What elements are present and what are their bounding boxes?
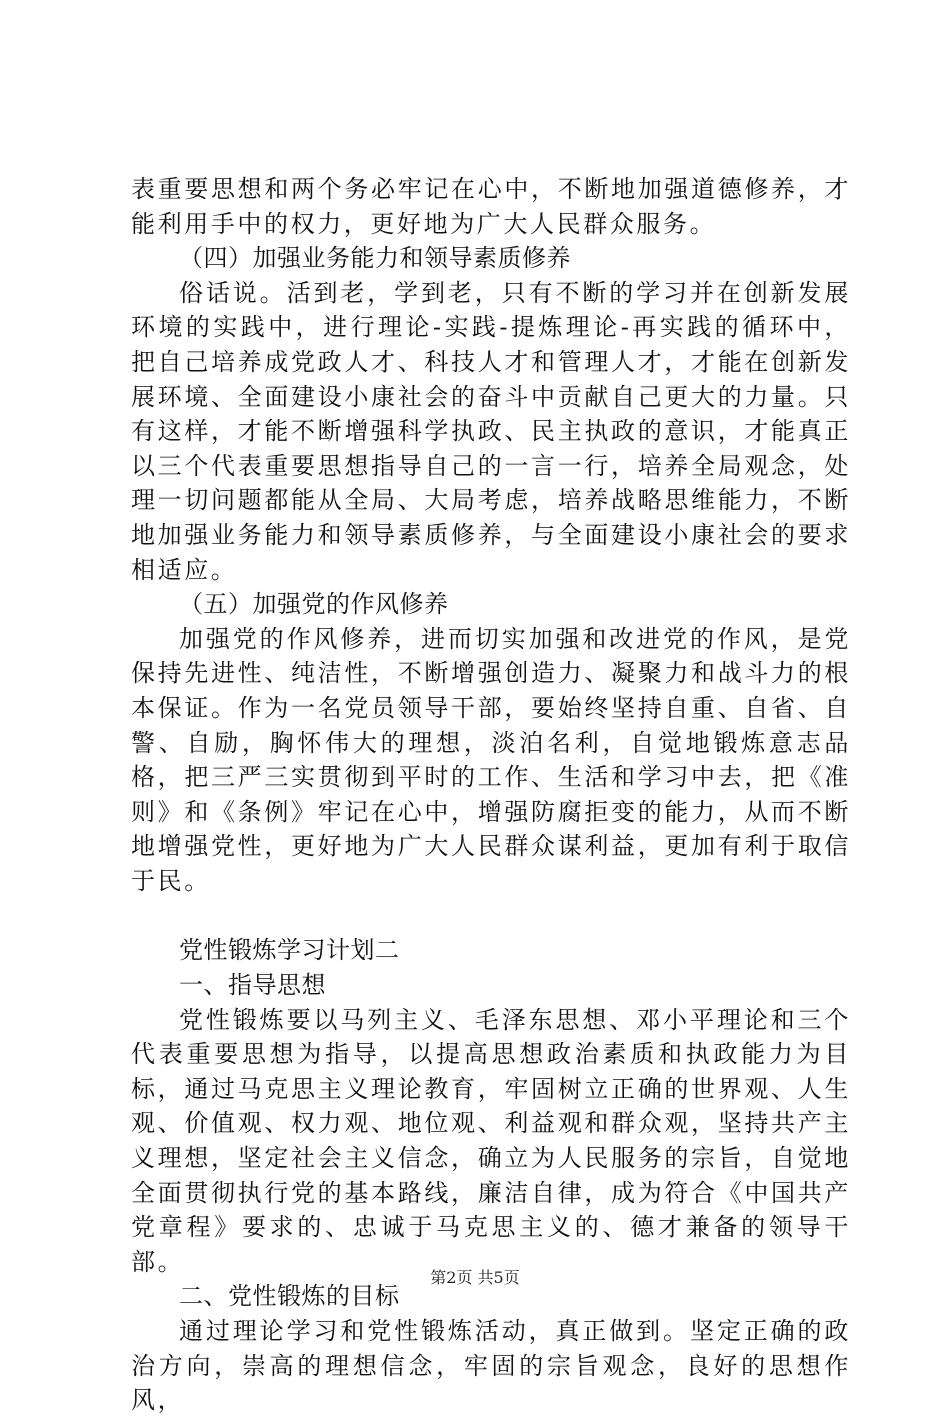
section-heading-5: （五）加强党的作风修养 xyxy=(179,590,449,619)
paragraph-business-ability: 俗话说。活到老，学到老，只有不断的学习并在创新发展环境的实践中，进行理论-实践-提炼理论-再实践的循环中，把自己培养成党政人才、科技人才和管理人才，才能在创新发展环境、全面建设小康社会的奋斗中贡献自己更大的力量。只有这样，才能不断增强科学执政、民主执政的意识，才能真正以三个代表重要思想指导自己的一言一行，培养全局观念，处理一切问题都能从全局、大局考虑，培养战略思维能力，不断地加强业务能力和领导素质修养，与全面建设小康社会的要求相适应。 xyxy=(131,278,851,584)
section-heading-goals: 二、党性锻炼的目标 xyxy=(179,1282,400,1311)
paragraph-continuation: 表重要思想和两个务必牢记在心中，不断地加强道德修养，才能利用手中的权力，更好地为广大人民群众服务。 xyxy=(131,175,851,238)
paragraph-gap xyxy=(131,898,851,933)
paragraph-goals: 通过理论学习和党性锻炼活动，真正做到。坚定正确的政治方向，崇高的理想信念，牢固的宗旨观念，良好的思想作风， xyxy=(131,1317,851,1415)
section-heading-4: （四）加强业务能力和领导素质修养 xyxy=(179,244,571,273)
section-heading-guiding-thought: 一、指导思想 xyxy=(179,971,326,1000)
page-footer: 第2页 共5页 xyxy=(430,1268,520,1287)
paragraph-party-style: 加强党的作风修养，进而切实加强和改进党的作风，是党保持先进性、纯洁性，不断增强创造力、凝聚力和战斗力的根本保证。作为一名党员领导干部，要始终坚持自重、自省、自警、自励，胸怀伟大的理想，淡泊名利，自觉地锻炼意志品格，把三严三实贯彻到平时的工作、生活和学习中去，把《准则》和《条例》牢记在心中，增强防腐拒变的能力，从而不断地增强党性，更好地为广大人民群众谋利益，更加有利于取信于民。 xyxy=(131,624,851,895)
document-body xyxy=(131,172,851,1418)
paragraph-guiding-thought: 党性锻炼要以马列主义、毛泽东思想、邓小平理论和三个代表重要思想为指导，以提高思想政治素质和执政能力为目标，通过马克思主义理论教育，牢固树立正确的世界观、人生观、价值观、权力观、地位观、利益观和群众观，坚持共产主义理想，坚定社会主义信念，确立为人民服务的宗旨，自觉地全面贯彻执行党的基本路线，廉洁自律，成为符合《中国共产党章程》要求的、忠诚于马克思主义的、德才兼备的领导干部。 xyxy=(131,1005,851,1276)
plan-two-title: 党性锻炼学习计划二 xyxy=(179,936,400,965)
